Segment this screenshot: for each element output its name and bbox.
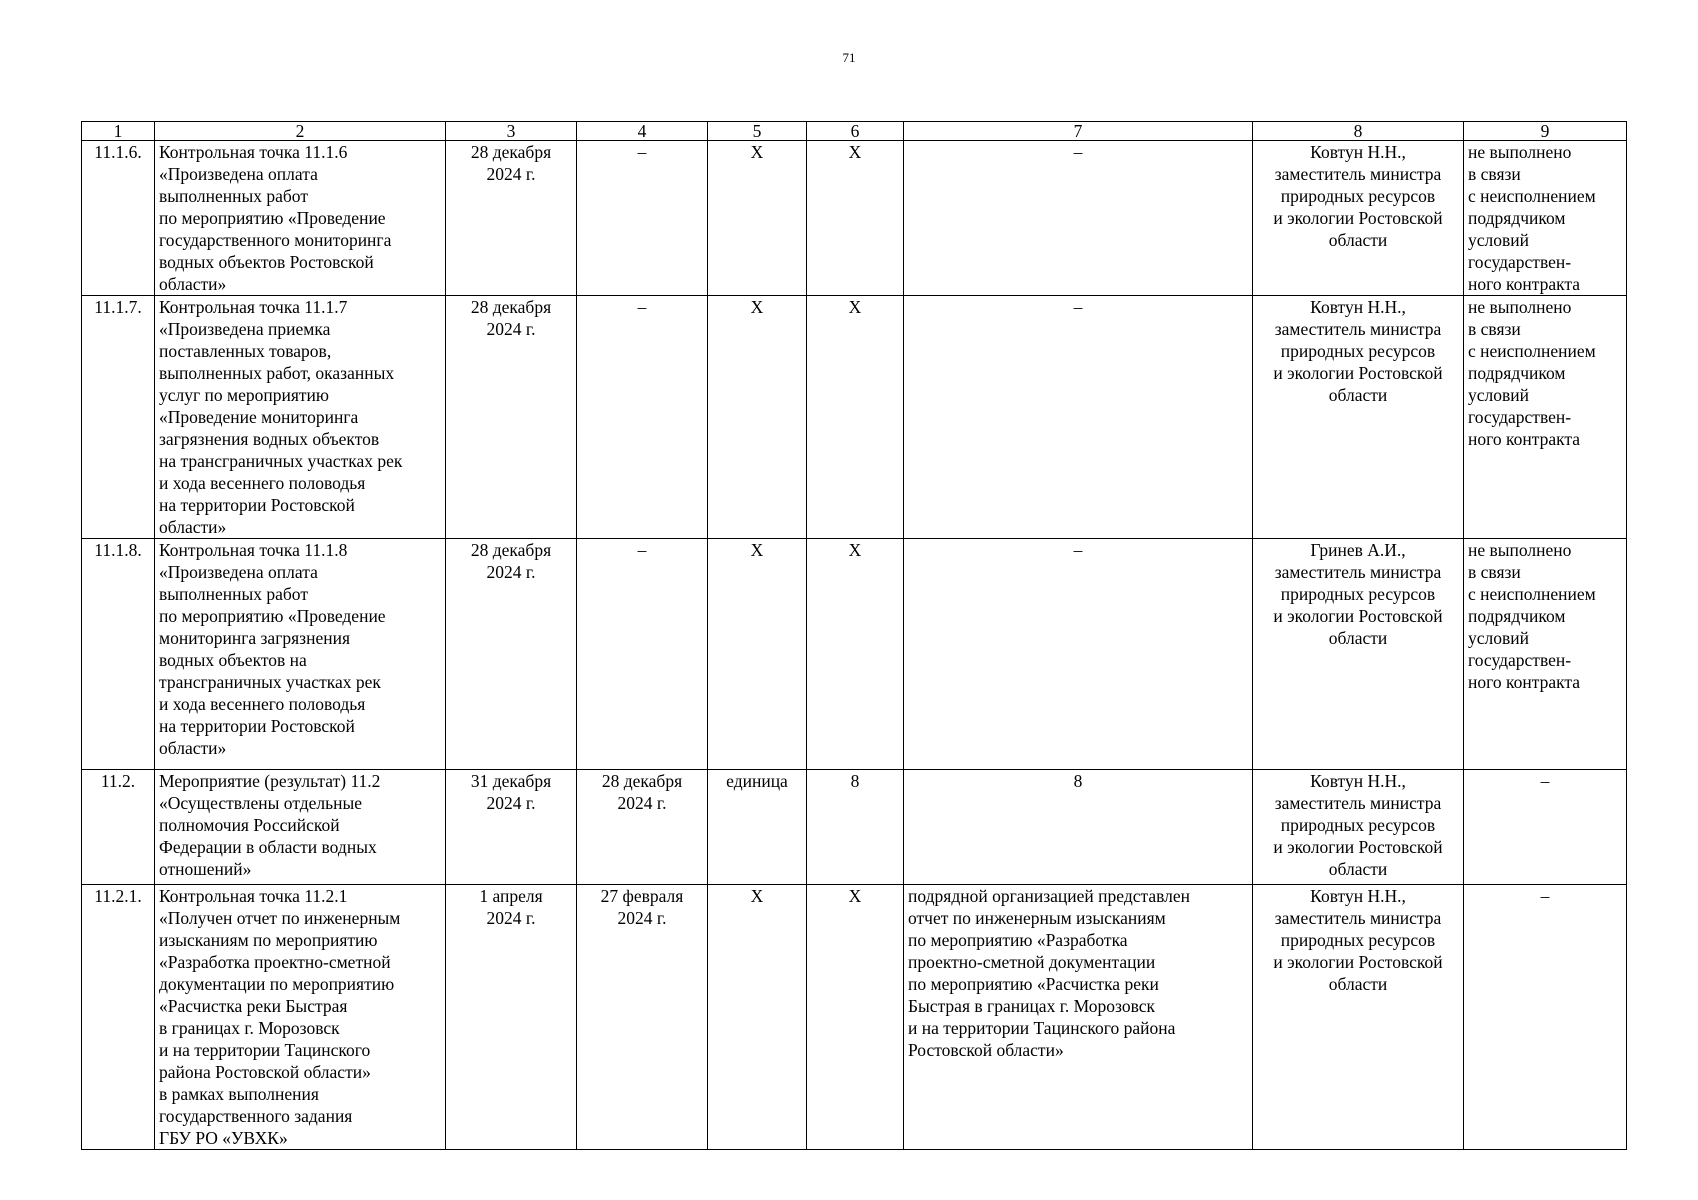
info: – <box>904 141 1253 296</box>
actual-date: 28 декабря 2024 г. <box>577 770 708 885</box>
row-name: Контрольная точка 11.1.8 «Произведена оплата выполненных работ по мероприятию «Проведение мониторинга загрязнения водных объектов на трансграничных участках рек и хода весеннего половодья на территории Ростовской области» <box>155 539 446 770</box>
value: 8 <box>807 770 904 885</box>
row-number: 11.2.1. <box>82 885 155 1150</box>
row-name: Мероприятие (результат) 11.2 «Осуществлены отдельные полномочия Российской Федерации в области водных отношений» <box>155 770 446 885</box>
column-header-5: 5 <box>708 122 807 141</box>
row-number: 11.1.6. <box>82 141 155 296</box>
row-name: Контрольная точка 11.1.7 «Произведена приемка поставленных товаров, выполненных работ, оказанных услуг по мероприятию «Проведение мониторинга загрязнения водных объектов на трансграничных участках рек и хода весеннего половодья на территории Ростовской области» <box>155 296 446 539</box>
planned-date: 28 декабря 2024 г. <box>446 539 577 770</box>
responsible: Гринев А.И., заместитель министра природных ресурсов и экологии Ростовской области <box>1253 539 1464 770</box>
unit: X <box>708 296 807 539</box>
table-row <box>82 296 1627 539</box>
planned-date: 1 апреля 2024 г. <box>446 885 577 1150</box>
actual-date: – <box>577 296 708 539</box>
responsible: Ковтун Н.Н., заместитель министра природных ресурсов и экологии Ростовской области <box>1253 770 1464 885</box>
page-number: 71 <box>842 50 856 65</box>
table-row <box>82 141 1627 296</box>
row-name: Контрольная точка 11.1.6 «Произведена оплата выполненных работ по мероприятию «Проведение государственного мониторинга водных объектов Ростовской области» <box>155 141 446 296</box>
status: не выполнено в связи с неисполнением подрядчиком условий государствен- ного контракта <box>1464 141 1627 296</box>
column-header-3: 3 <box>446 122 577 141</box>
status: не выполнено в связи с неисполнением подрядчиком условий государствен- ного контракта <box>1464 539 1627 770</box>
actual-date: 27 февраля 2024 г. <box>577 885 708 1150</box>
actual-date: – <box>577 539 708 770</box>
column-header-8: 8 <box>1253 122 1464 141</box>
column-header-4: 4 <box>577 122 708 141</box>
info: подрядной организацией представлен отчет по инженерным изысканиям по мероприятию «Разработка проектно-сметной документации по мероприятию «Расчистка реки Быстрая в границах г. Морозовск и на территории Тацинского района Ростовской области» <box>904 885 1253 1150</box>
responsible: Ковтун Н.Н., заместитель министра природных ресурсов и экологии Ростовской области <box>1253 885 1464 1150</box>
responsible: Ковтун Н.Н., заместитель министра природных ресурсов и экологии Ростовской области <box>1253 296 1464 539</box>
info: – <box>904 296 1253 539</box>
row-number: 11.2. <box>82 770 155 885</box>
value: X <box>807 141 904 296</box>
column-header-2: 2 <box>155 122 446 141</box>
info: 8 <box>904 770 1253 885</box>
value: X <box>807 296 904 539</box>
column-header-6: 6 <box>807 122 904 141</box>
row-number: 11.1.7. <box>82 296 155 539</box>
info: – <box>904 539 1253 770</box>
column-header-1: 1 <box>82 122 155 141</box>
value: X <box>807 539 904 770</box>
table-row <box>82 885 1627 1150</box>
column-header-9: 9 <box>1464 122 1627 141</box>
status: – <box>1464 885 1627 1150</box>
table-row <box>82 539 1627 770</box>
report-table <box>81 121 1627 1150</box>
unit: X <box>708 885 807 1150</box>
row-name: Контрольная точка 11.2.1 «Получен отчет по инженерным изысканиям по мероприятию «Разработка проектно-сметной документации по мероприятию «Расчистка реки Быстрая в границах г. Морозовск и на территории Тацинского района Ростовской области» в рамках выполнения государственного задания ГБУ РО «УВХК» <box>155 885 446 1150</box>
table-row <box>82 770 1627 885</box>
row-number: 11.1.8. <box>82 539 155 770</box>
unit: X <box>708 141 807 296</box>
unit: X <box>708 539 807 770</box>
status: не выполнено в связи с неисполнением подрядчиком условий государствен- ного контракта <box>1464 296 1627 539</box>
value: X <box>807 885 904 1150</box>
actual-date: – <box>577 141 708 296</box>
planned-date: 28 декабря 2024 г. <box>446 141 577 296</box>
column-header-7: 7 <box>904 122 1253 141</box>
responsible: Ковтун Н.Н., заместитель министра природных ресурсов и экологии Ростовской области <box>1253 141 1464 296</box>
planned-date: 31 декабря 2024 г. <box>446 770 577 885</box>
unit: единица <box>708 770 807 885</box>
planned-date: 28 декабря 2024 г. <box>446 296 577 539</box>
column-number-row <box>82 122 1627 141</box>
status: – <box>1464 770 1627 885</box>
